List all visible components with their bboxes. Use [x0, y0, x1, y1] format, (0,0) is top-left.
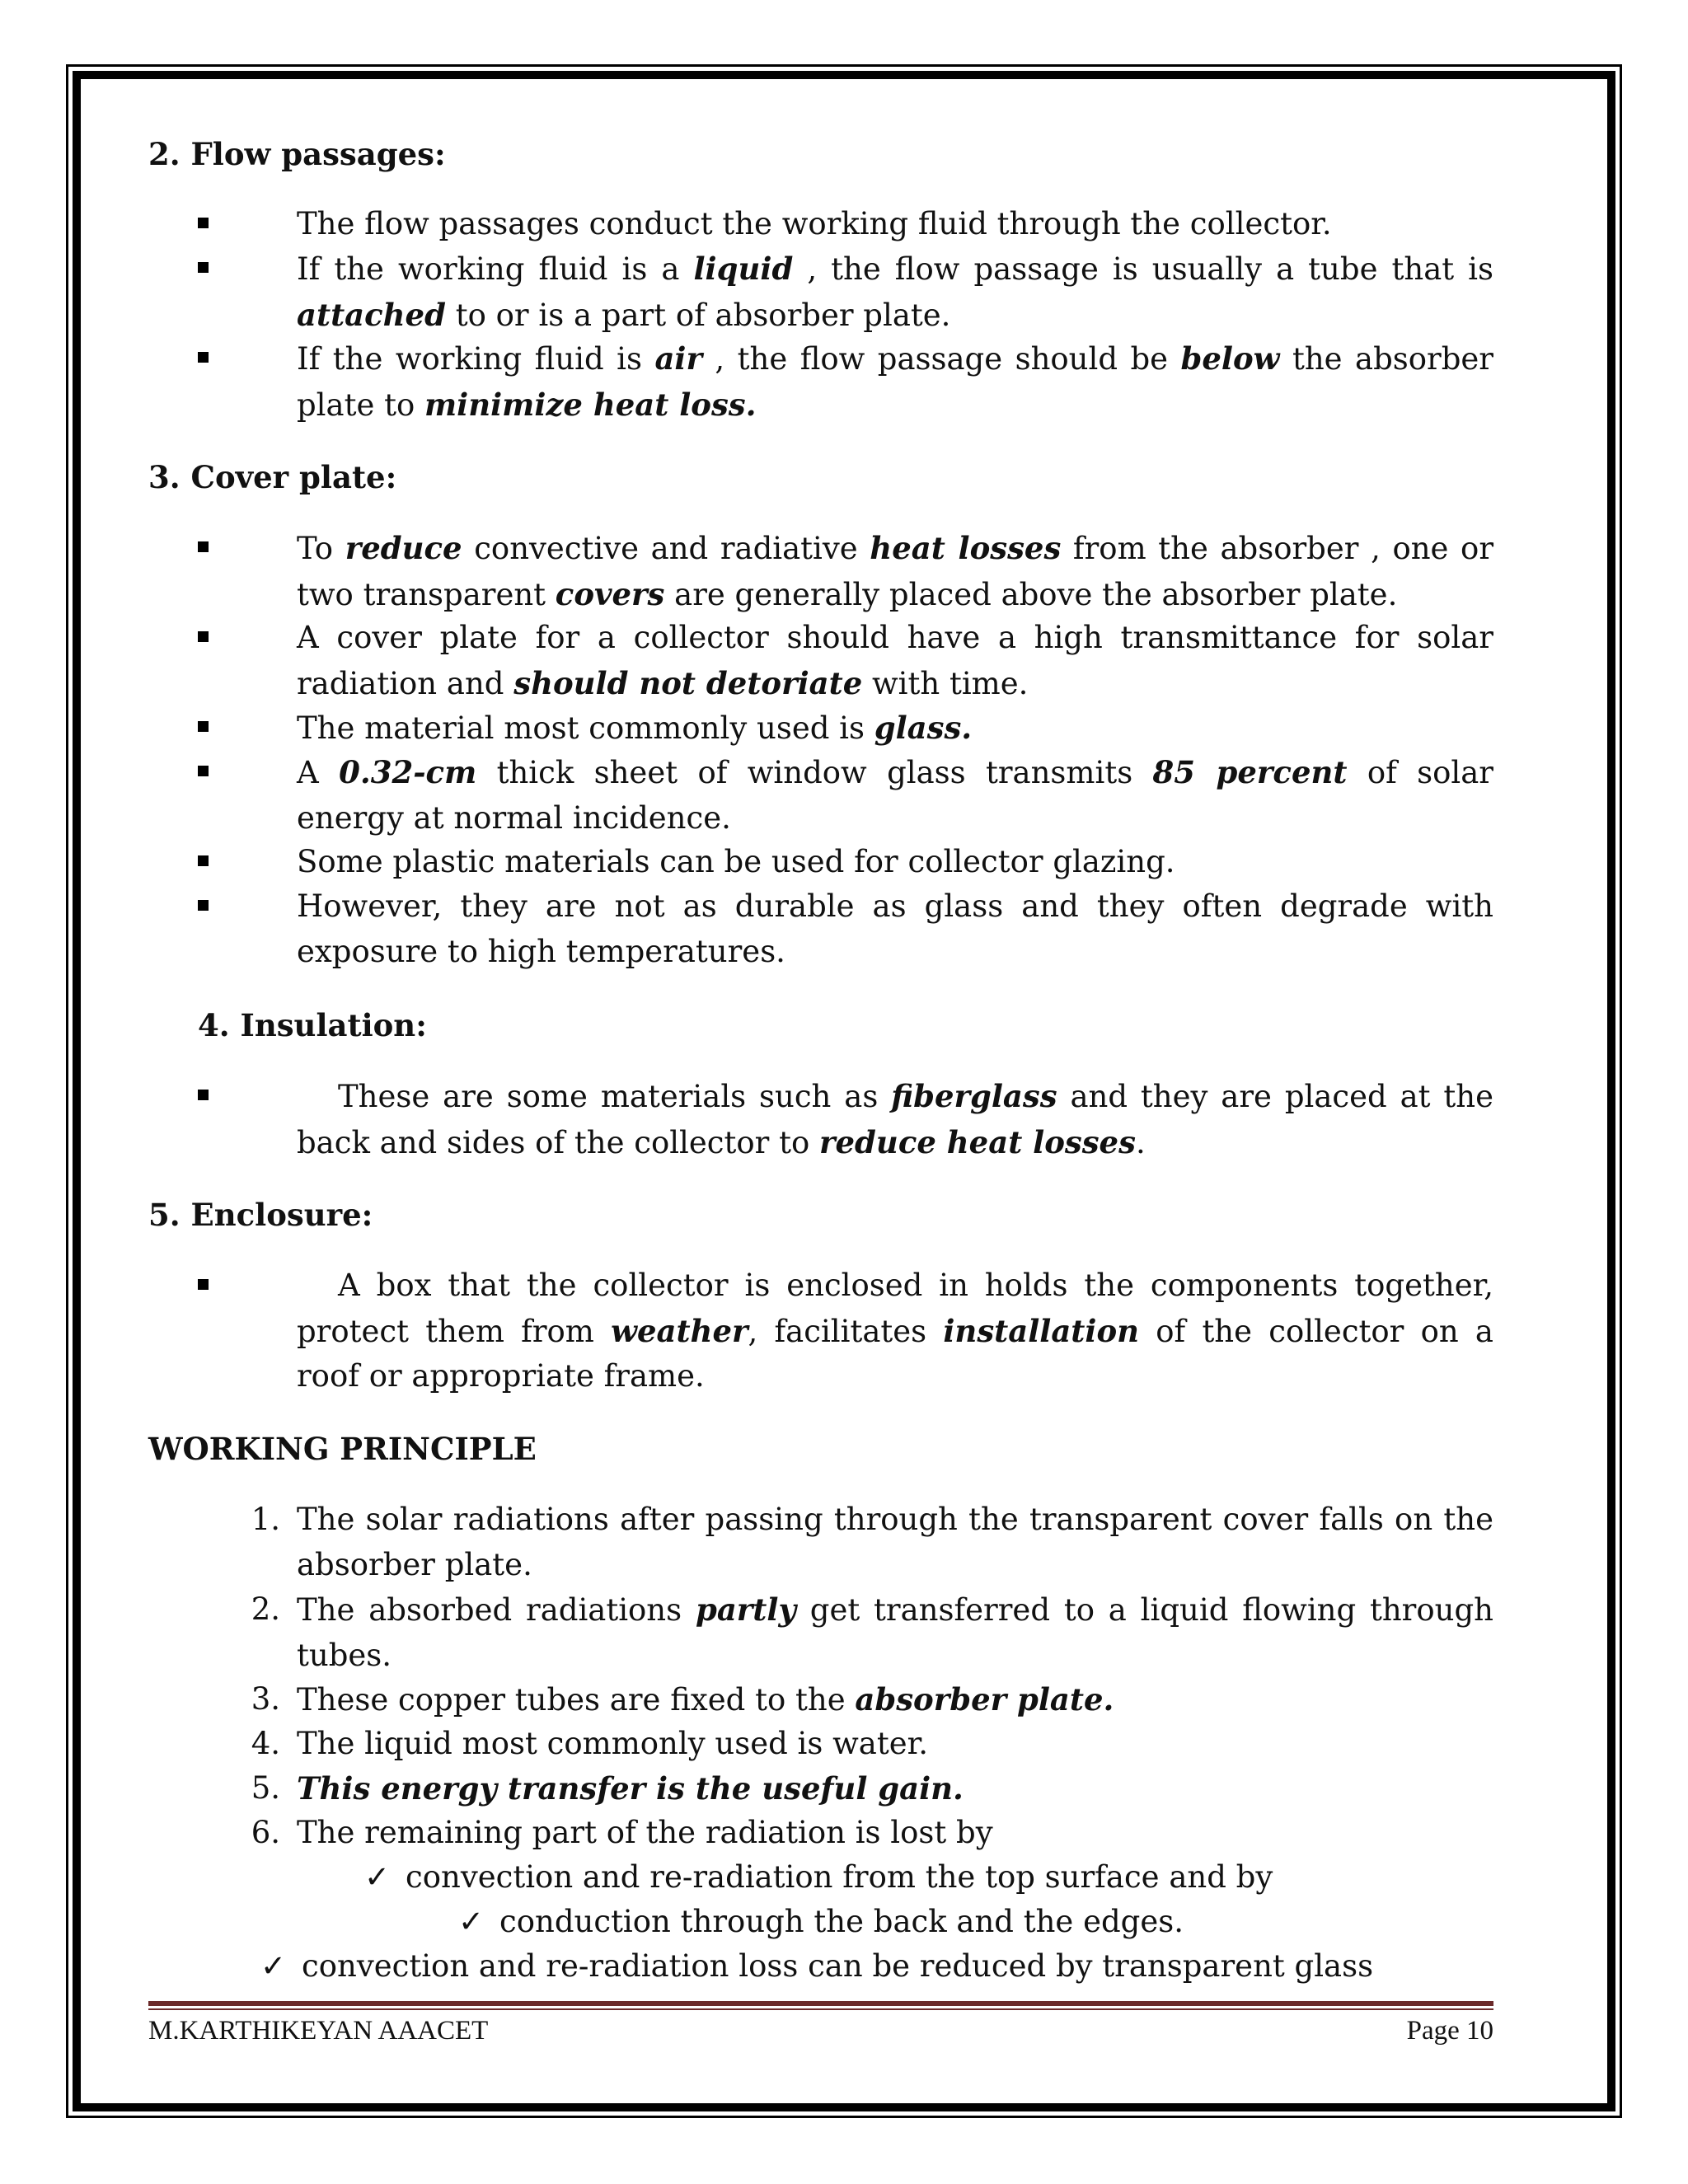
bullet-text: However, they are not as durable as glass and they often degrade with exposure to high temperatures. [297, 888, 1493, 969]
list-item [198, 1677, 1493, 1723]
bullet-item [198, 616, 1493, 706]
footer-divider [148, 2001, 1493, 2006]
page-number: Page 10 [1406, 2016, 1493, 2046]
list-text: The absorbed radiations partly get transferred to a liquid flowing through tubes. [297, 1591, 1493, 1673]
bullet-text: A 0.32-cm thick sheet of window glass transmits 85 percent of solar energy at normal incidence. [297, 754, 1493, 836]
list-number: 1. [251, 1502, 280, 1537]
checkmark-icon: ✓ [458, 1904, 485, 1939]
bullet-text: If the working fluid is air , the flow passage should be below the absorber plate to minimize heat loss. [297, 340, 1493, 423]
square-bullet-icon [198, 766, 209, 776]
heading-flow-passages: 2. Flow passages: [148, 136, 446, 172]
bullet-item [198, 705, 1493, 752]
checkmark-icon: ✓ [260, 1948, 287, 1984]
list-number: 5. [251, 1770, 280, 1806]
square-bullet-icon [198, 721, 209, 732]
heading-working-principle: WORKING PRINCIPLE [148, 1431, 537, 1467]
bullet-item [198, 526, 1493, 617]
check-item: ✓ convection and re-radiation loss can be reduced by transparent glass [260, 1944, 1373, 1990]
check-item: ✓ convection and re-radiation from the top surface and by [364, 1855, 1273, 1900]
list-item [198, 1587, 1493, 1678]
list-item [198, 1811, 1493, 1856]
footer-divider-thin [148, 2008, 1493, 2010]
square-bullet-icon [198, 352, 209, 363]
bullet-text: To reduce convective and radiative heat losses from the absorber , one or two transparent covers are generally placed above the absorber plate. [297, 530, 1494, 612]
bullet-text: The flow passages conduct the working fluid through the collector. [297, 206, 1332, 241]
list-text: The remaining part of the radiation is lost by [297, 1815, 993, 1850]
heading-insulation: 4. Insulation: [198, 1007, 427, 1043]
bullet-text: These are some materials such as fiberglass and they are placed at the back and sides of the collector to reduce heat losses. [297, 1078, 1493, 1160]
list-item [198, 1497, 1493, 1587]
heading-enclosure: 5. Enclosure: [148, 1197, 373, 1233]
bullet-item [198, 202, 1493, 247]
heading-cover-plate: 3. Cover plate: [148, 459, 397, 495]
list-number: 4. [251, 1726, 280, 1761]
bullet-text: A cover plate for a collector should have a high transmittance for solar radiation and should not detoriate with time. [297, 620, 1493, 701]
list-text: This energy transfer is the useful gain. [297, 1770, 964, 1807]
square-bullet-icon [198, 218, 209, 228]
list-text: These copper tubes are fixed to the absorber plate. [297, 1681, 1114, 1718]
bullet-text: A box that the collector is enclosed in holds the components together, protect them from weather, facilitates installation of the collector on a roof or appropriate frame. [297, 1268, 1493, 1394]
list-number: 6. [251, 1815, 280, 1850]
square-bullet-icon [198, 855, 209, 866]
square-bullet-icon [198, 900, 209, 911]
list-text: The solar radiations after passing through the transparent cover falls on the absorber plate. [297, 1502, 1493, 1582]
bullet-item [198, 750, 1493, 841]
list-number: 3. [251, 1681, 280, 1717]
square-bullet-icon [198, 1090, 209, 1100]
bullet-text: Some plastic materials can be used for collector glazing. [297, 844, 1175, 879]
bullet-item [198, 1074, 1493, 1165]
check-item: ✓ conduction through the back and the edges. [458, 1900, 1184, 1945]
square-bullet-icon [198, 541, 209, 552]
checkmark-icon: ✓ [364, 1859, 391, 1895]
bullet-item [198, 840, 1493, 885]
bullet-text: If the working fluid is a liquid , the flow passage is usually a tube that is attached to or is a part of absorber plate. [297, 251, 1494, 333]
bullet-item [198, 1263, 1493, 1399]
square-bullet-icon [198, 262, 209, 273]
square-bullet-icon [198, 1279, 209, 1290]
list-item [198, 1766, 1493, 1812]
footer-author: M.KARTHIKEYAN AAACET [148, 2016, 489, 2046]
bullet-item [198, 246, 1493, 338]
square-bullet-icon [198, 631, 209, 642]
list-number: 2. [251, 1591, 280, 1627]
list-text: The liquid most commonly used is water. [297, 1726, 928, 1761]
bullet-item [198, 884, 1493, 974]
list-item [198, 1722, 1493, 1767]
bullet-item [198, 336, 1493, 428]
bullet-text: The material most commonly used is glass. [297, 710, 973, 746]
